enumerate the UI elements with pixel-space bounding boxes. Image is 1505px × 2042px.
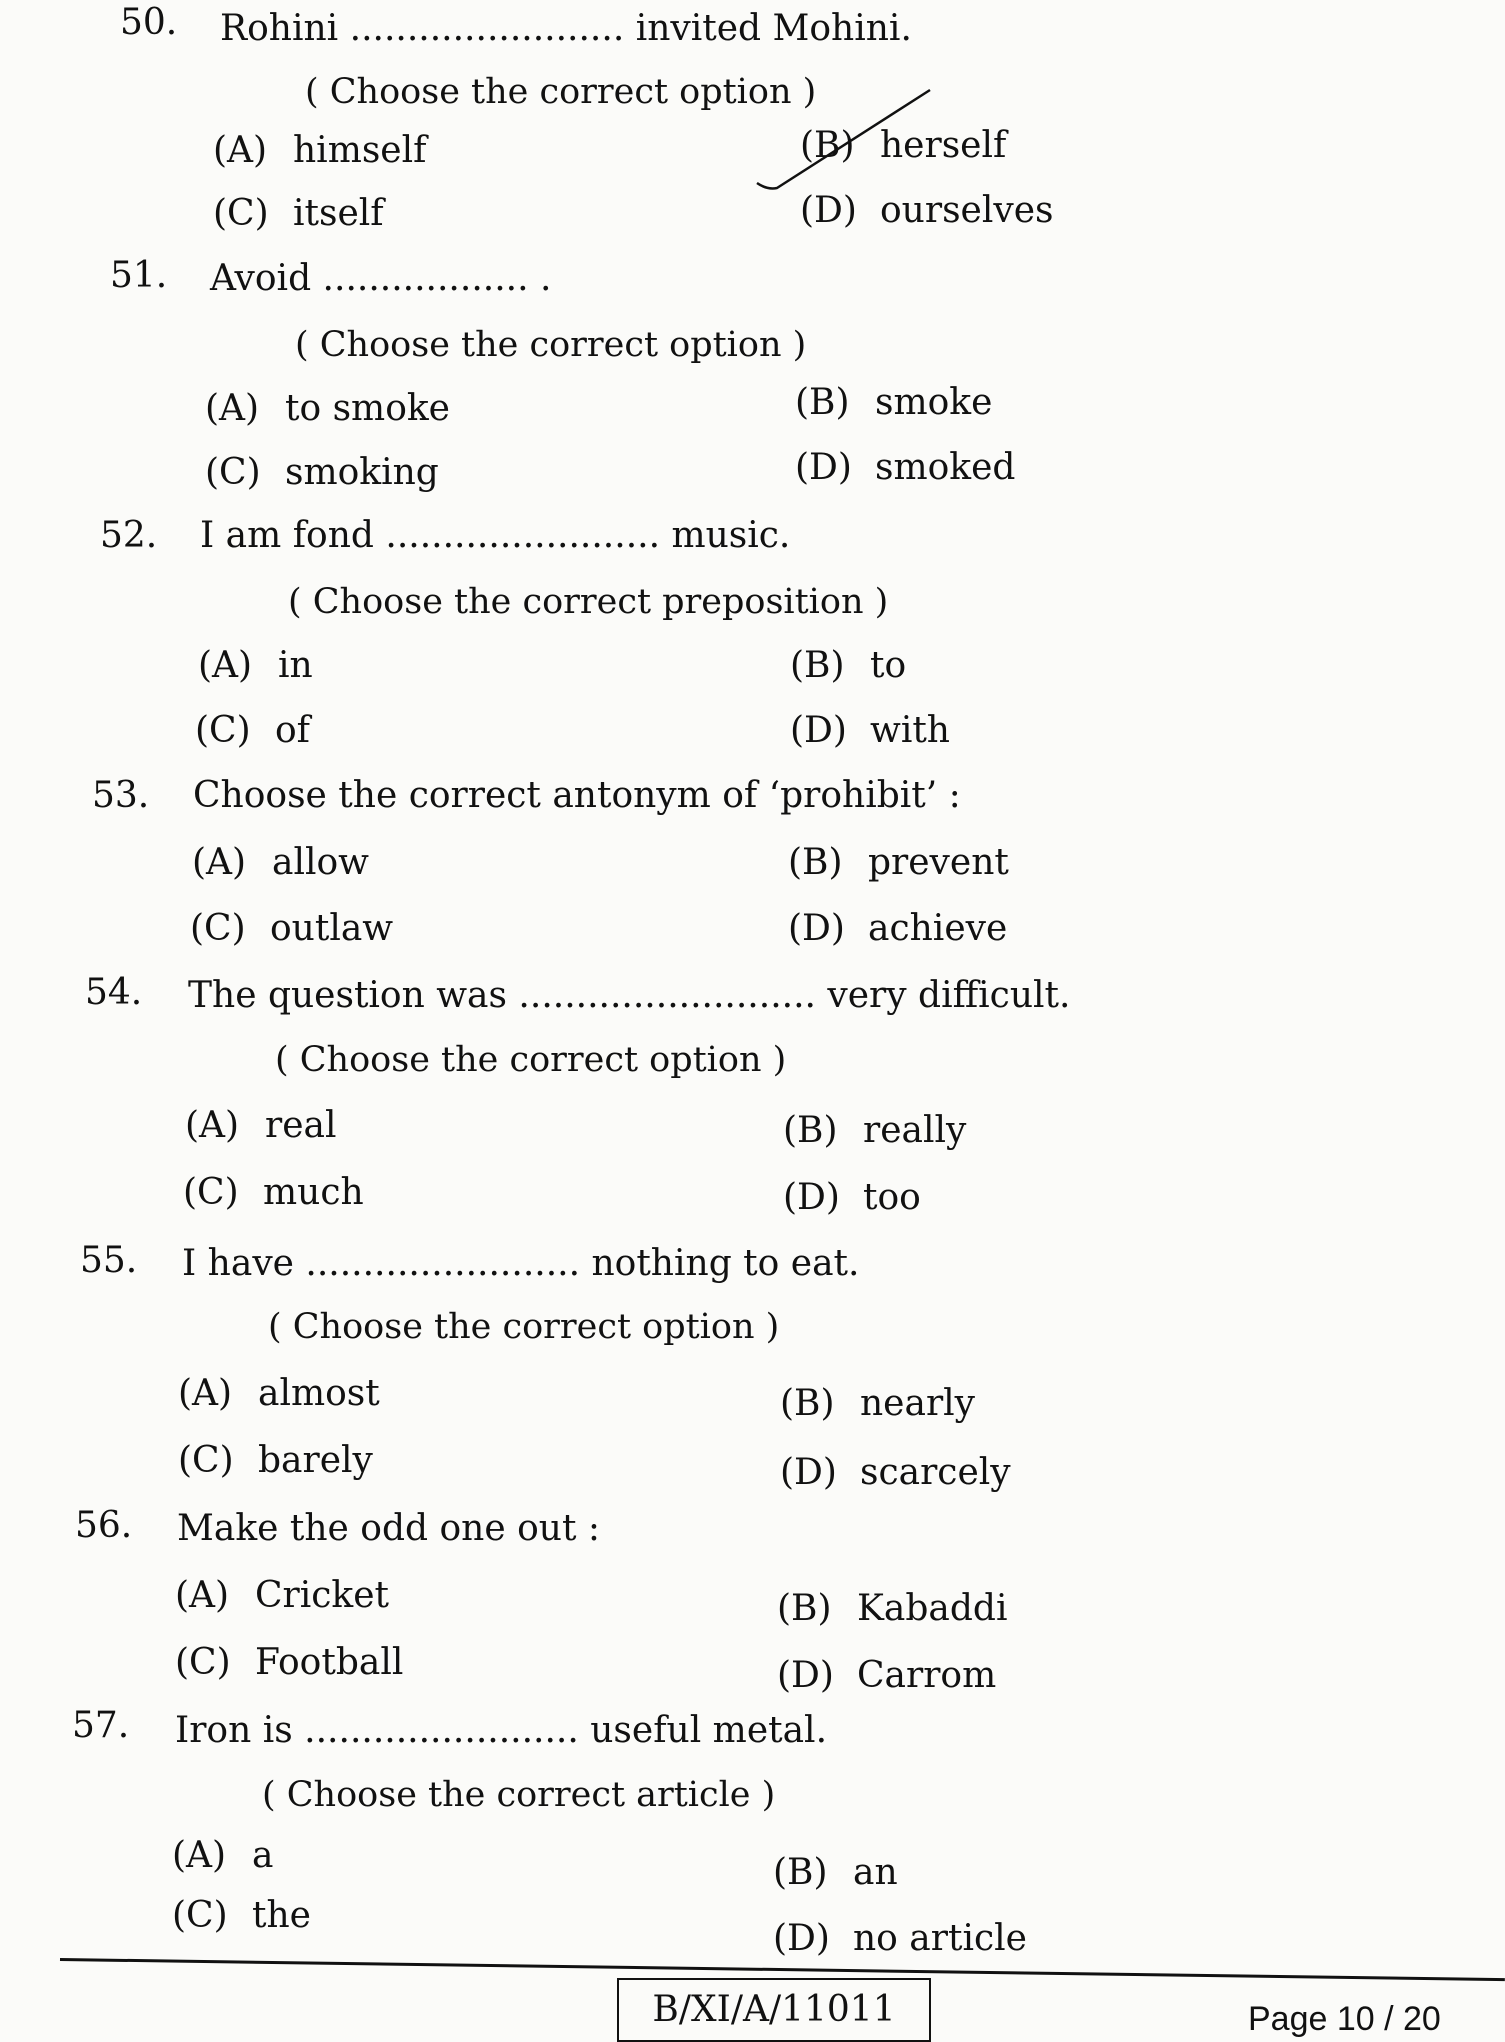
option-d: (D) Carrom bbox=[777, 1655, 997, 1696]
option-d: (D) ourselves bbox=[800, 190, 1054, 231]
question-number: 56. bbox=[75, 1505, 133, 1546]
question-text: I am fond ........................ music. bbox=[200, 515, 791, 556]
option-b: (B) nearly bbox=[780, 1383, 976, 1424]
option-a: (A) in bbox=[198, 645, 313, 686]
option-d: (D) smoked bbox=[795, 447, 1016, 488]
option-a: (A) real bbox=[185, 1105, 337, 1146]
tick-mark-icon bbox=[755, 88, 935, 198]
option-a: (A) almost bbox=[178, 1373, 380, 1414]
instruction: ( Choose the correct option ) bbox=[268, 1307, 780, 1347]
question-text: The question was .......................... very difficult. bbox=[188, 975, 1071, 1016]
option-b: (B) to bbox=[790, 645, 907, 686]
option-a: (A) a bbox=[172, 1835, 274, 1876]
question-number: 50. bbox=[120, 2, 178, 43]
question-number: 51. bbox=[110, 255, 168, 296]
option-a: (A) allow bbox=[192, 842, 369, 883]
question-text: Rohini ........................ invited Mohini. bbox=[220, 8, 912, 49]
option-d: (D) too bbox=[783, 1177, 921, 1218]
question-text: I have ........................ nothing to eat. bbox=[182, 1243, 860, 1284]
option-c: (C) outlaw bbox=[190, 908, 394, 949]
instruction: ( Choose the correct preposition ) bbox=[288, 582, 889, 622]
question-number: 57. bbox=[72, 1705, 130, 1746]
option-b: (B) Kabaddi bbox=[777, 1588, 1008, 1629]
option-a: (A) himself bbox=[213, 130, 427, 171]
option-c: (C) the bbox=[172, 1895, 311, 1936]
option-c: (C) barely bbox=[178, 1440, 373, 1481]
option-a: (A) Cricket bbox=[175, 1575, 390, 1616]
option-a: (A) to smoke bbox=[205, 388, 450, 429]
instruction: ( Choose the correct option ) bbox=[295, 325, 807, 365]
option-d: (D) scarcely bbox=[780, 1452, 1011, 1493]
option-b: (B) smoke bbox=[795, 382, 993, 423]
question-number: 52. bbox=[100, 515, 158, 556]
option-d: (D) achieve bbox=[788, 908, 1008, 949]
page-number: Page 10 / 20 bbox=[1248, 2000, 1441, 2038]
option-c: (C) smoking bbox=[205, 452, 439, 493]
question-text: Iron is ........................ useful metal. bbox=[175, 1710, 828, 1751]
option-c: (C) Football bbox=[175, 1642, 404, 1683]
option-b: (B) really bbox=[783, 1110, 967, 1151]
option-d: (D) with bbox=[790, 710, 950, 751]
option-b: (B) an bbox=[773, 1852, 898, 1893]
instruction: ( Choose the correct option ) bbox=[275, 1040, 787, 1080]
option-b: (B) prevent bbox=[788, 842, 1009, 883]
option-d: (D) no article bbox=[773, 1918, 1027, 1959]
question-number: 55. bbox=[80, 1240, 138, 1281]
option-c: (C) much bbox=[183, 1172, 364, 1213]
option-c: (C) of bbox=[195, 710, 310, 751]
instruction: ( Choose the correct article ) bbox=[262, 1775, 776, 1815]
question-text: Choose the correct antonym of ‘prohibit’ : bbox=[193, 775, 961, 816]
instruction: ( Choose the correct option ) bbox=[305, 72, 817, 112]
question-text: Make the odd one out : bbox=[177, 1508, 600, 1549]
question-number: 53. bbox=[92, 775, 150, 816]
option-b: (B) herself bbox=[800, 125, 1007, 166]
question-text: Avoid .................. . bbox=[210, 258, 552, 299]
question-number: 54. bbox=[85, 972, 143, 1013]
paper-code: B/XI/A/11011 bbox=[617, 1978, 931, 2042]
option-c: (C) itself bbox=[213, 193, 384, 234]
